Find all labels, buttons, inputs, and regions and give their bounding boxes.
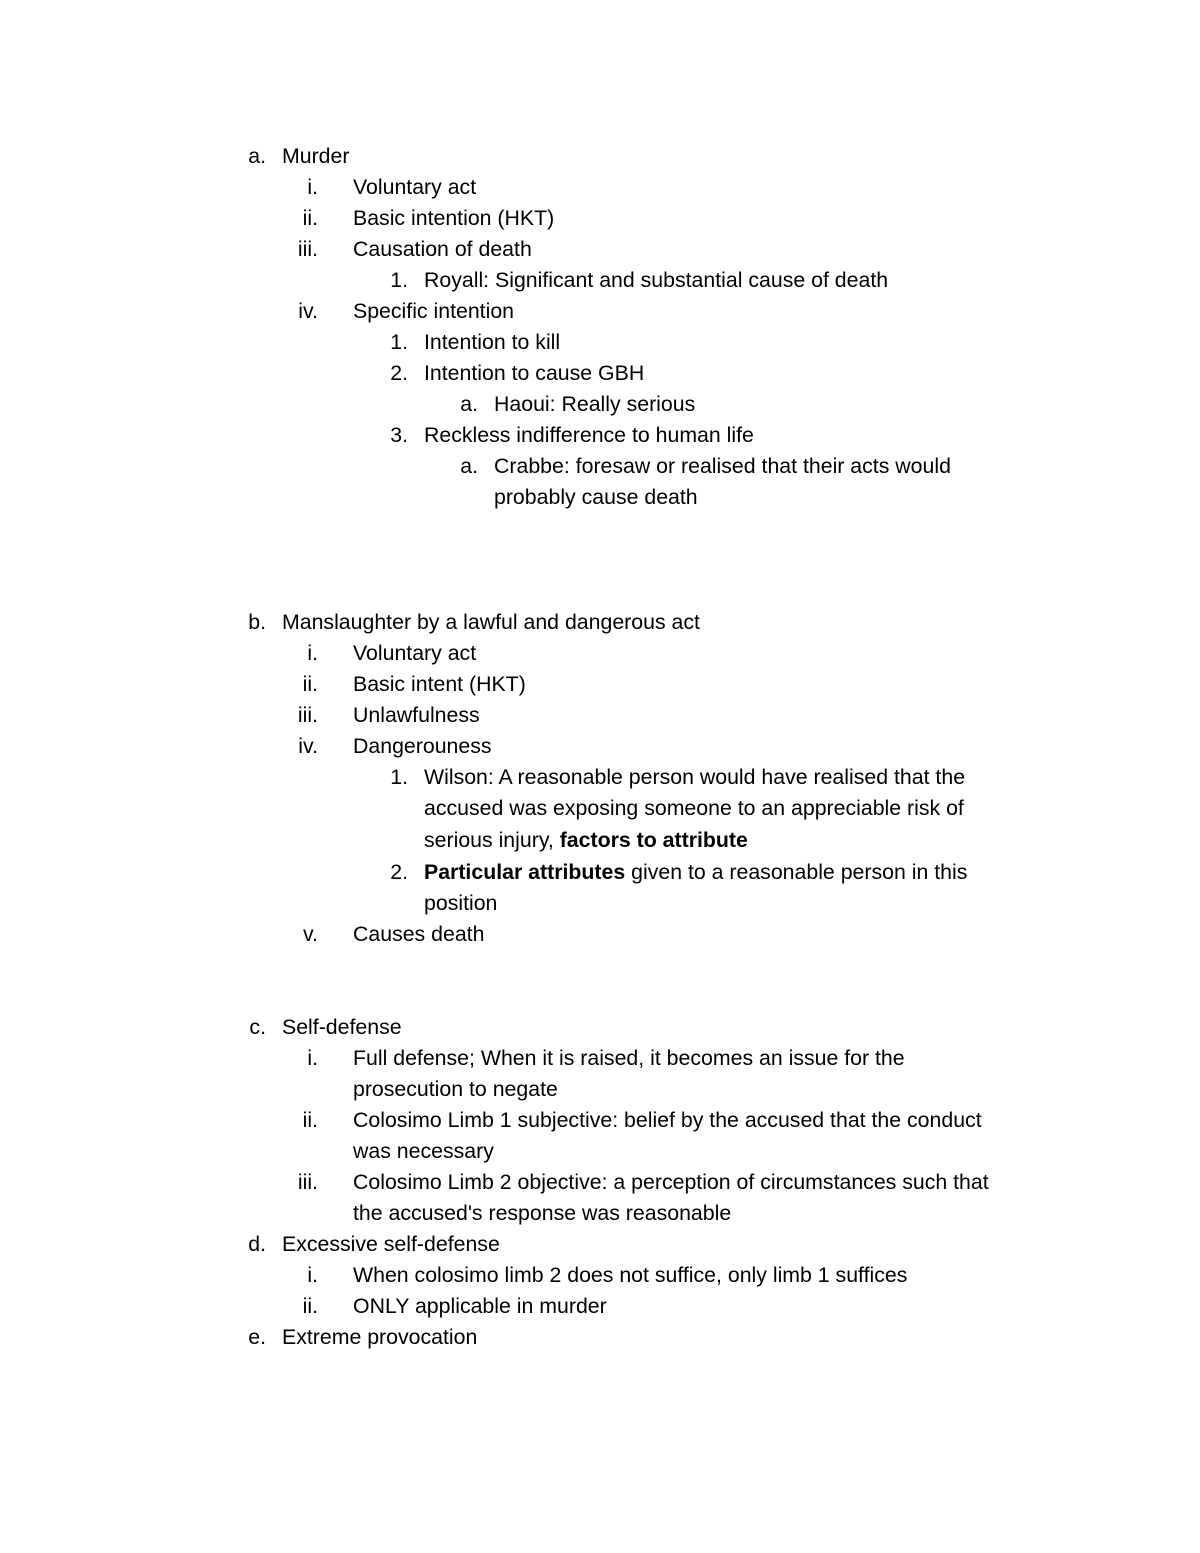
list-marker: ii.: [302, 206, 318, 230]
list-marker: iii.: [297, 703, 318, 727]
list-item: [424, 862, 967, 883]
list-marker: a.: [460, 392, 478, 416]
list-marker: iii.: [297, 1170, 318, 1194]
section-heading-murder: Murder: [282, 144, 350, 168]
list-marker: ii.: [302, 672, 318, 696]
list-item: Colosimo Limb 1 subjective: belief by the accused that the conduct: [353, 1108, 982, 1132]
list-marker: 1.: [390, 330, 408, 354]
list-item: Basic intention (HKT): [353, 206, 555, 230]
list-item: Basic intent (HKT): [353, 672, 526, 696]
list-marker: 1.: [390, 765, 408, 789]
section-heading-self-defense: Self-defense: [282, 1015, 402, 1039]
list-item-continuation: probably cause death: [494, 485, 698, 509]
plain-text: given to a reasonable person in this: [625, 860, 968, 884]
list-item: Causes death: [353, 922, 485, 946]
list-marker: a.: [460, 454, 478, 478]
list-item-continuation: position: [424, 891, 498, 915]
list-marker: 2.: [390, 860, 408, 884]
list-item: Specific intention: [353, 299, 515, 323]
list-item-continuation: prosecution to negate: [353, 1077, 558, 1101]
list-item: Causation of death: [353, 237, 532, 261]
list-item: Voluntary act: [353, 175, 477, 199]
list-marker: iii.: [297, 237, 318, 261]
section-heading-manslaughter: Manslaughter by a lawful and dangerous act: [282, 610, 700, 634]
list-item: Royall: Significant and substantial cause of death: [424, 268, 889, 292]
section-heading-extreme-provocation: Extreme provocation: [282, 1325, 478, 1349]
list-marker: i.: [307, 1263, 318, 1287]
list-item: Dangerouness: [353, 734, 492, 758]
list-item: ONLY applicable in murder: [353, 1294, 607, 1318]
list-marker: i.: [307, 641, 318, 665]
list-marker: iv.: [298, 299, 318, 323]
list-item: Intention to kill: [424, 330, 561, 354]
list-item: Crabbe: foresaw or realised that their acts would: [494, 454, 951, 478]
list-marker: c.: [249, 1015, 266, 1039]
list-item: Haoui: Really serious: [494, 392, 696, 416]
list-item: Wilson: A reasonable person would have realised that the: [424, 765, 966, 789]
list-marker: i.: [307, 1046, 318, 1070]
list-marker: a.: [248, 144, 266, 168]
list-item: When colosimo limb 2 does not suffice, only limb 1 suffices: [353, 1263, 908, 1287]
list-item-continuation: the accused's response was reasonable: [353, 1201, 732, 1225]
list-item: Colosimo Limb 2 objective: a perception of circumstances such that: [353, 1170, 989, 1194]
list-item-continuation: [424, 830, 748, 851]
list-marker: v.: [303, 922, 318, 946]
list-marker: d.: [248, 1232, 266, 1256]
list-item: Unlawfulness: [353, 703, 480, 727]
bold-text: factors to attribute: [559, 828, 748, 852]
list-marker: ii.: [302, 1294, 318, 1318]
list-marker: 2.: [390, 361, 408, 385]
list-item-continuation: accused was exposing someone to an appreciable risk of: [424, 796, 964, 820]
section-heading-excessive-self-defense: Excessive self-defense: [282, 1232, 500, 1256]
list-item: Full defense; When it is raised, it becomes an issue for the: [353, 1046, 905, 1070]
list-marker: i.: [307, 175, 318, 199]
list-marker: 1.: [390, 268, 408, 292]
list-marker: e.: [248, 1325, 266, 1349]
list-marker: b.: [248, 610, 266, 634]
list-item: Voluntary act: [353, 641, 477, 665]
bold-text: Particular attributes: [424, 860, 626, 884]
list-marker: 3.: [390, 423, 408, 447]
list-marker: iv.: [298, 734, 318, 758]
list-marker: ii.: [302, 1108, 318, 1132]
list-item: Intention to cause GBH: [424, 361, 645, 385]
plain-text: serious injury,: [424, 828, 560, 852]
list-item-continuation: was necessary: [353, 1139, 494, 1163]
list-item: Reckless indifference to human life: [424, 423, 754, 447]
